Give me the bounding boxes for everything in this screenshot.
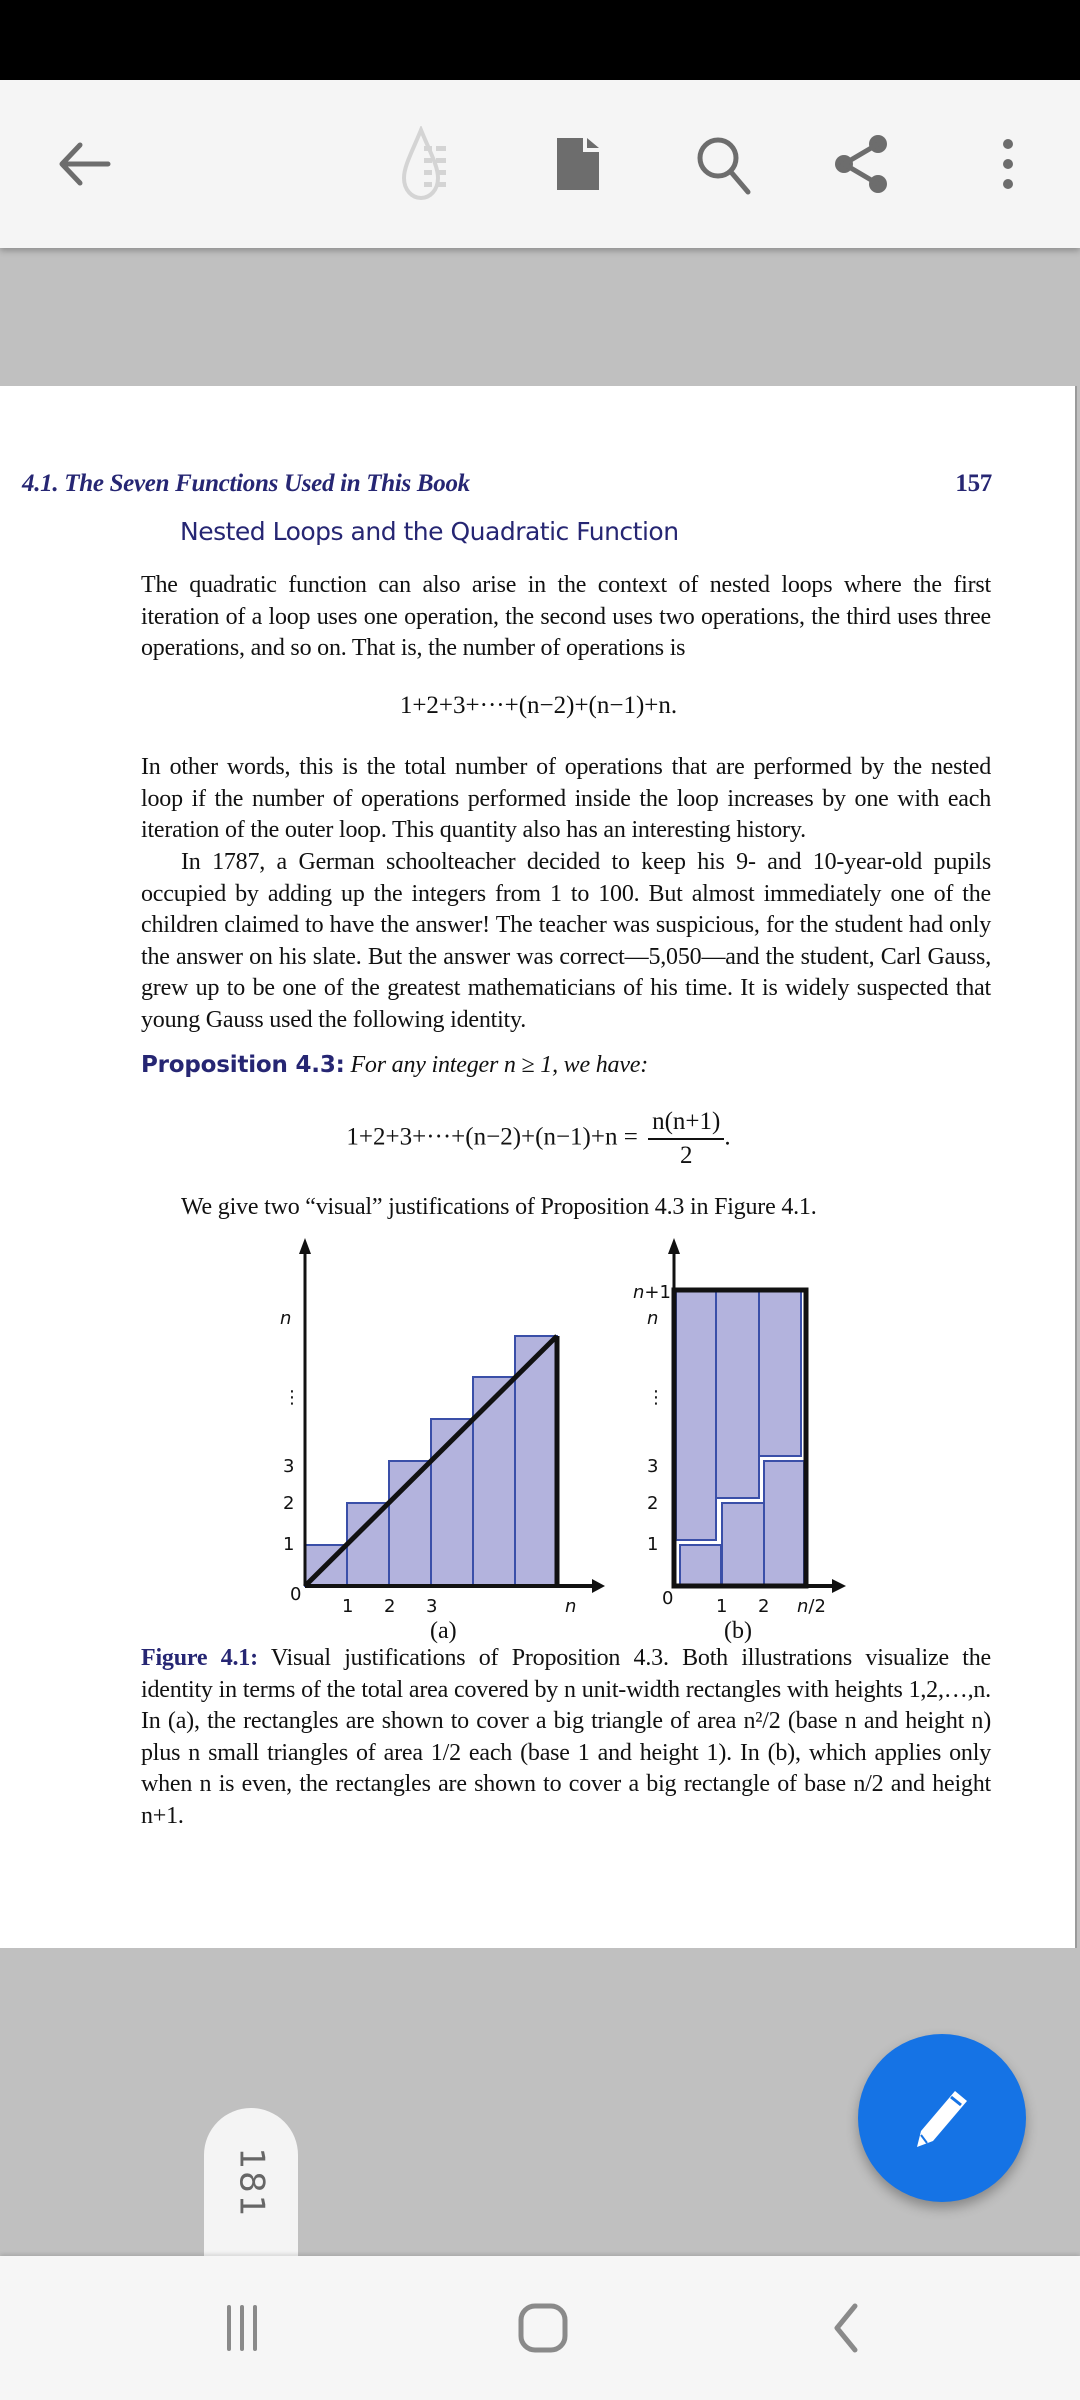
y-label-n-plus-1: n+1 [633,1282,671,1303]
figure-caption-label: Figure 4.1: [141,1645,258,1671]
proposition-text: For any integer n ≥ 1, we have: [350,1052,649,1078]
x-label-3: 3 [426,1596,438,1617]
reading-mode-button[interactable] [384,80,484,248]
more-options-button[interactable] [958,80,1058,248]
proposition-label: Proposition 4.3: [141,1052,345,1078]
fraction-numerator: n(n+1) [648,1108,724,1140]
fraction-denominator: 2 [679,1142,693,1169]
more-vert-icon [998,134,1018,194]
reading-mode-icon [394,126,474,202]
figure-caption-text: Visual justifications of Proposition 4.3. Both illustrations visualize the identity in terms of the total area covered by n unit-width rectangles with heights 1,2,…,n. In (a), the rectangles are shown to cover a big triangle of area n²/2 (base n and height n) plus n small triangles of area 1/2 each (base 1 and height 1). In (b), which applies only when n is even, the rectangles are shown to cover a big rectangle of base n/2 and height n+1. [141,1645,992,1829]
y-label-dots: ⋮ [647,1387,665,1408]
identity-fraction [648,1108,724,1170]
home-button[interactable] [463,2256,623,2400]
paragraph-2: In other words, this is the total number of operations that are performed by the nested loop if the number of operations performed inside the loop increases by one with each iteration of the outer loop. This quantity also has an interesting history. [141,754,991,843]
figure-a-diagram [270,1230,610,1650]
x-label-n: n [565,1596,577,1617]
y-label-n: n [647,1308,659,1329]
x-label-1: 1 [716,1596,728,1617]
status-bar [0,0,1080,80]
pdf-page[interactable] [0,386,1077,1948]
section-title: Nested Loops and the Quadratic Function [180,517,679,546]
paragraph-3: In 1787, a German schoolteacher decided to keep his 9- and 10-year-old pupils occupied by adding up the integers from 1 to 100. But almost immediately one of the children claimed to have the answer! The teacher was suspicious, for the student had only the answer on his slate. But the answer was correct—5,050—and the student, Carl Gauss, grew up to be one of the greatest mathematicians of his time. It is widely suspected that young Gauss used the following identity. [141,849,991,1033]
paragraph-4: We give two “visual” justifications of Proposition 4.3 in Figure 4.1. [181,1194,817,1220]
search-button[interactable] [674,80,774,248]
y-label-dots: ⋮ [283,1387,301,1408]
home-icon [515,2300,571,2356]
recents-icon [217,2303,267,2353]
back-arrow-icon [54,139,114,189]
page-indicator-number: 181 [231,2147,271,2219]
running-head [22,470,992,498]
figure-b-diagram [610,1230,860,1650]
x-label-n-half: n/2 [797,1596,826,1617]
page-number: 157 [955,470,992,497]
figure-a [270,1230,610,1650]
back-button[interactable] [34,80,134,248]
page-view-button[interactable] [528,80,628,248]
search-icon [692,132,756,196]
share-button[interactable] [812,80,912,248]
figure-b-label: (b) [724,1618,752,1644]
paragraph-1: The quadratic function can also arise in the context of nested loops where the first iteration of a loop uses one operation, the second uses two operations, the third uses three operations, and so on. That is, the number of operations is [141,572,991,661]
figure-b [610,1230,860,1650]
identity-lhs: 1+2+3+···+(n−2)+(n−1)+n = [346,1123,638,1151]
page-indicator[interactable] [204,2108,298,2258]
share-icon [830,132,894,196]
figure-caption [141,1643,991,1832]
page-gap [0,248,1080,386]
axis-label-0: 0 [290,1584,302,1605]
recents-button[interactable] [162,2256,322,2400]
pencil-icon [909,2085,975,2151]
y-label-3: 3 [283,1456,295,1477]
x-label-2: 2 [758,1596,770,1617]
chapter-heading: 4.1. The Seven Functions Used in This Book [22,470,470,497]
axis-label-0: 0 [662,1588,674,1609]
x-label-2: 2 [384,1596,396,1617]
top-toolbar [0,80,1080,248]
document-icon [553,134,603,194]
edit-fab-button[interactable] [858,2034,1026,2202]
nav-back-button[interactable] [765,2256,925,2400]
x-label-1: 1 [342,1596,354,1617]
y-label-1: 1 [647,1534,659,1555]
proposition [141,1050,991,1082]
nav-back-icon [825,2300,865,2356]
y-label-2: 2 [647,1493,659,1514]
y-label-2: 2 [283,1493,295,1514]
figure-a-label: (a) [430,1618,457,1644]
equation-sum: 1+2+3+···+(n−2)+(n−1)+n. [399,692,678,719]
system-nav-bar [0,2256,1080,2400]
equation-identity: 1+2+3+···+(n−2)+(n−1)+n = $\frac{n(n+1)}{2}$ . [346,1108,731,1169]
y-label-1: 1 [283,1534,295,1555]
y-label-3: 3 [647,1456,659,1477]
y-label-n: n [280,1308,292,1329]
